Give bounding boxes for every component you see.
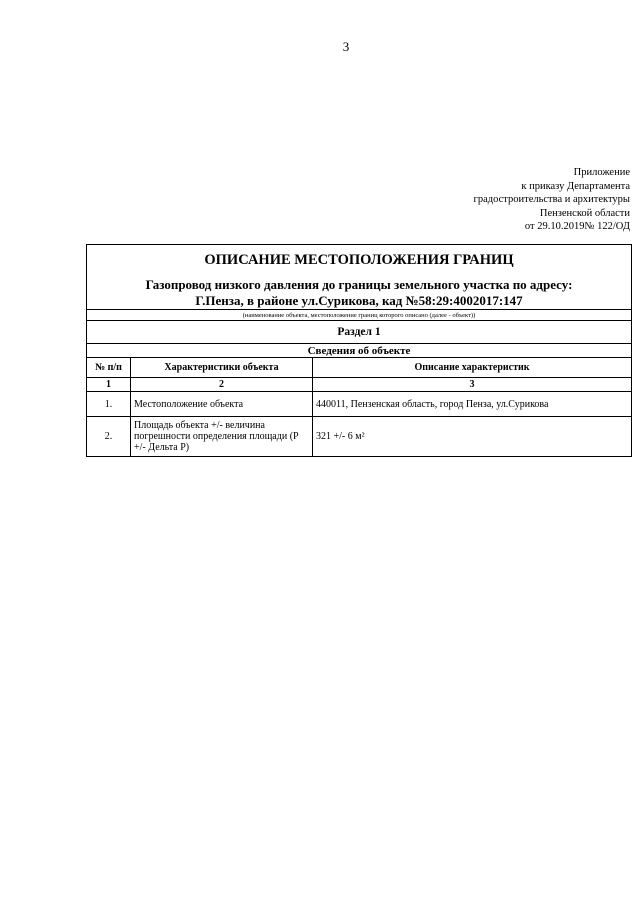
table-row [87,392,632,417]
header-description: Описание характеристик [313,358,632,378]
header-number: № п/п [87,358,131,378]
row-number: 2. [87,417,131,457]
boundary-description-table [86,244,632,457]
appendix-line: градостроительства и архитектуры [473,194,630,206]
column-number: 1 [87,378,131,392]
appendix-line: к приказу Департамента [521,180,630,192]
title-block [87,245,632,310]
document-subtitle-line2: Г.Пенза, в районе ул.Сурикова, кад №58:29:4002017:147 [195,292,523,308]
section-title: Раздел 1 [87,321,632,344]
appendix-note [474,166,630,234]
row-number: 1. [87,392,131,417]
column-number: 3 [313,378,632,392]
row-characteristic: Местоположение объекта [131,392,313,417]
appendix-line: Пензенской области [539,207,630,219]
document-subtitle-line1: Газопровод низкого давления до границы земельного участка по адресу: [145,276,573,292]
column-number: 2 [131,378,313,392]
row-characteristic: Площадь объекта +/- величина погрешности определения площади (Р +/- Дельта Р) [131,417,313,457]
object-caption: (наименование объекта, местоположение границ которого описано (далее - объект)) [87,310,632,321]
header-characteristic: Характеристики объекта [131,358,313,378]
row-description: 440011, Пензенская область, город Пенза, ул.Сурикова [313,392,632,417]
appendix-line: от 29.10.2019№ 122/ОД [524,221,630,233]
document-title: ОПИСАНИЕ МЕСТОПОЛОЖЕНИЯ ГРАНИЦ [204,251,514,268]
page-number: 3 [342,39,350,54]
appendix-line: Приложение [573,167,630,178]
section-subtitle: Сведения об объекте [87,344,632,358]
row-description: 321 +/- 6 м² [313,417,632,457]
table-row [87,417,632,457]
